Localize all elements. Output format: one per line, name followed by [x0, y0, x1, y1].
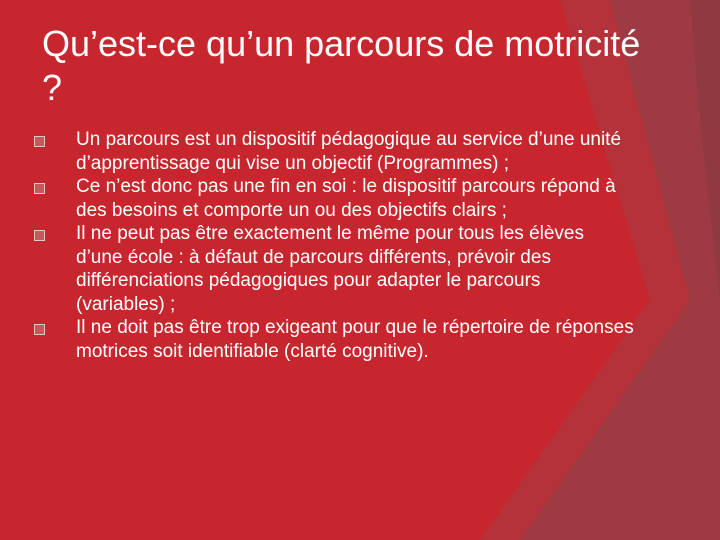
square-bullet-icon: [34, 230, 45, 241]
bullet-text: Il ne peut pas être exactement le même pour tous les élèves d’une école : à défaut de parcours différents, prévoir des différenciations pédagogiques pour adapter le parcours (variables) ;: [76, 223, 584, 315]
slide-title: Qu’est-ce qu’un parcours de motricité ?: [42, 23, 641, 108]
square-bullet-icon: [34, 136, 45, 147]
bullet-item: [54, 175, 634, 222]
square-bullet-icon: [34, 324, 45, 335]
bullet-item: [54, 316, 634, 363]
bullet-text: Ce n’est donc pas une fin en soi : le dispositif parcours répond à des besoins et comporte un ou des objectifs clairs ;: [76, 176, 616, 221]
bullet-text: Un parcours est un dispositif pédagogique au service d’une unité d’apprentissage qui vise un objectif (Programmes) ;: [76, 129, 622, 174]
bullet-text: Il ne doit pas être trop exigeant pour que le répertoire de réponses motrices soit identifiable (clarté cognitive).: [76, 317, 634, 362]
square-bullet-icon: [34, 183, 45, 194]
bullet-list: [54, 128, 634, 363]
bullet-item: [54, 222, 634, 316]
bullet-item: [54, 128, 634, 175]
